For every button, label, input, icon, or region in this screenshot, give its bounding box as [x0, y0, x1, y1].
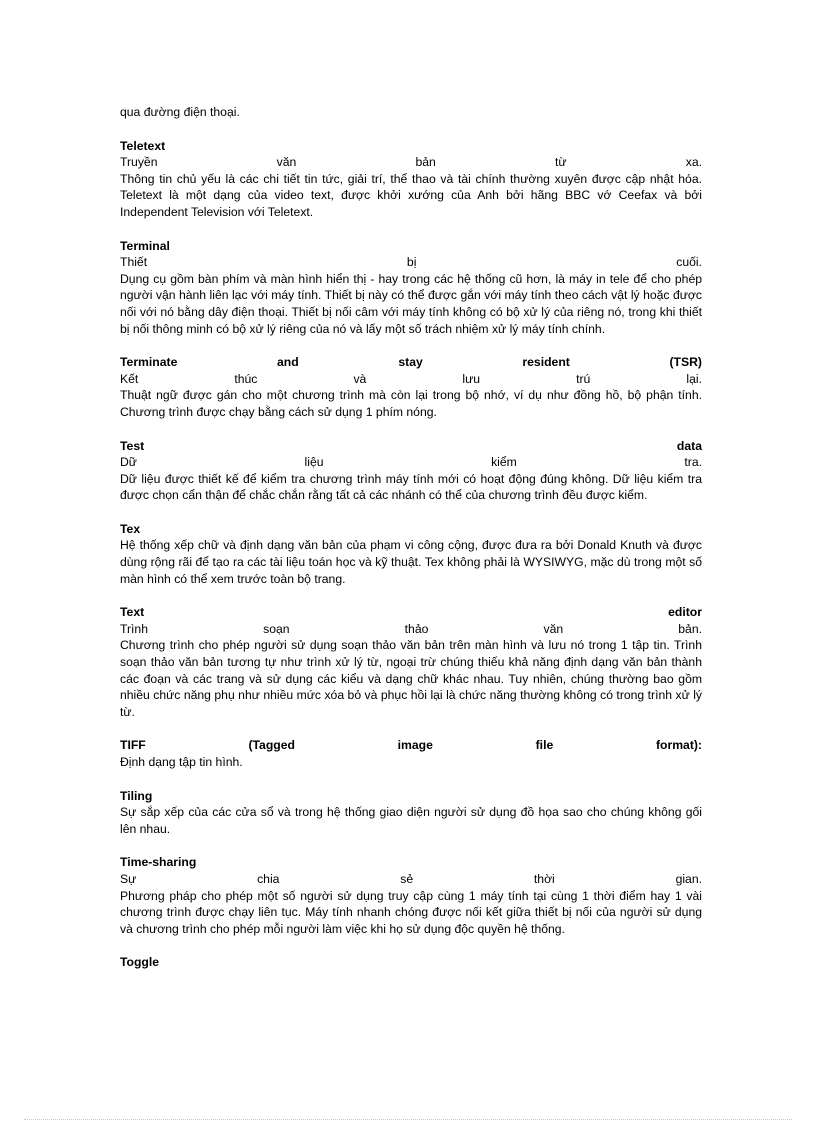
glossary-entry-time-sharing	[120, 854, 702, 937]
glossary-entry-toggle	[120, 954, 702, 971]
document-page	[120, 104, 702, 988]
glossary-entry-tiff	[120, 737, 702, 770]
entry-definition: Chương trình cho phép người sử dụng soạn thảo văn bản trên màn hình và lưu nó trong 1 tập tin. Trình soạn thảo văn bản tương tự như trình xử lý từ, ngoại trừ chúng thiếu khả năng định dạng văn bản thành các đoạn và các trang và sử dụng các kiểu và dạng chữ khác nhau. Tuy nhiên, chúng thường bao gồm nhiều chức năng phụ như nhiều mức xóa bỏ và phục hồi lại là chức năng thường không có trong trình xử lý từ.	[120, 638, 702, 719]
entry-translation: Sự chia sẻ thời gian.	[120, 871, 702, 886]
entry-term: Terminate and stay resident (TSR)	[120, 355, 702, 370]
entry-definition: Dữ liệu được thiết kế để kiểm tra chương trình máy tính mới có hoạt động đúng không. Dữ liệu kiểm tra được chọn cẩn thận để chắc chắn rằng tất cả các nhánh có thể của chương trình đều được kiểm.	[120, 471, 702, 503]
entry-term: Test data	[120, 438, 702, 453]
glossary-entry-teletext	[120, 138, 702, 221]
entry-definition: Dụng cụ gồm bàn phím và màn hình hiển thị - hay trong các hệ thống cũ hơn, là máy in tele để cho phép người vận hành liên lạc với máy tính. Thiết bị này có thể được gắn với máy tính theo cách vật lý hoặc được nối với nó bằng dây điện thoại. Thiết bị nối câm với máy tính không có bộ xử lý của riêng nó, trong khi thiết bị nối thông minh có bộ xử lý riêng của nó và lấy một số trách nhiệm xử lý máy tính chính.	[120, 271, 702, 336]
entry-term: Teletext	[120, 138, 166, 153]
glossary-entry-tsr	[120, 354, 702, 420]
entry-term: Toggle	[120, 955, 160, 970]
glossary-entry-test-data	[120, 438, 702, 504]
entry-definition: Sự sắp xếp của các cửa sổ và trong hệ thống giao diện người sử dụng đồ họa sao cho chúng không gối lên nhau.	[120, 805, 702, 836]
entry-translation: Thiết bị cuối.	[120, 255, 702, 270]
entry-translation: Dữ liệu kiểm tra.	[120, 455, 702, 470]
glossary-entry-text-editor	[120, 604, 702, 720]
entry-term: Text editor	[120, 605, 702, 620]
entry-term: Tex	[120, 521, 141, 536]
entry-translation: Truyền văn bản từ xa.	[120, 155, 702, 170]
continued-text: qua đường điện thoại.	[120, 105, 240, 119]
entry-term: Time-sharing	[120, 855, 197, 870]
entry-translation: Kết thúc và lưu trú lại.	[120, 371, 702, 386]
page-bottom-divider	[24, 1119, 792, 1120]
entry-translation: Trình soạn thảo văn bản.	[120, 621, 702, 636]
entry-definition: Thuật ngữ được gán cho một chương trình mà còn lại trong bộ nhớ, ví dụ như đồng hồ, bộ phận tính. Chương trình được chạy bằng cách sử dụng 1 phím nóng.	[120, 388, 702, 419]
entry-definition: Phương pháp cho phép một số người sử dụng truy cập cùng 1 máy tính tại cùng 1 thời điểm hay 1 vài chương trình được chạy liên tục. Máy tính nhanh chóng được nối kết giữa thiết bị nối của người sử dụng và chương trình cho phép mỗi người làm việc khi họ sử dụng độc quyền hệ thống.	[120, 888, 702, 936]
glossary-entry-tiling	[120, 788, 702, 838]
entry-term: Tiling	[120, 788, 153, 803]
entry-definition: Định dạng tập tin hình.	[120, 755, 243, 769]
entry-definition: Hệ thống xếp chữ và định dạng văn bản của phạm vi công cộng, được đưa ra bởi Donald Knuth và được dùng rộng rãi để tạo ra các tài liệu toán học và kỹ thuật. Tex không phải là WYSIWYG, mặc dù trong một số màn hình có thể xem trước toàn bộ trang.	[120, 538, 702, 586]
entry-definition: Thông tin chủ yếu là các chi tiết tin tức, giải trí, thể thao và tài chính thường xuyên được cập nhật hóa. Teletext là một dạng của video text, được khởi xướng của Anh bởi hãng BBC vớ Ceefax và bởi Independent Television với Teletext.	[120, 171, 702, 219]
entry-term: TIFF (Tagged image file format):	[120, 738, 702, 753]
entry-term: Terminal	[120, 238, 170, 253]
glossary-entry-terminal	[120, 238, 702, 338]
glossary-entry-tex	[120, 521, 702, 587]
